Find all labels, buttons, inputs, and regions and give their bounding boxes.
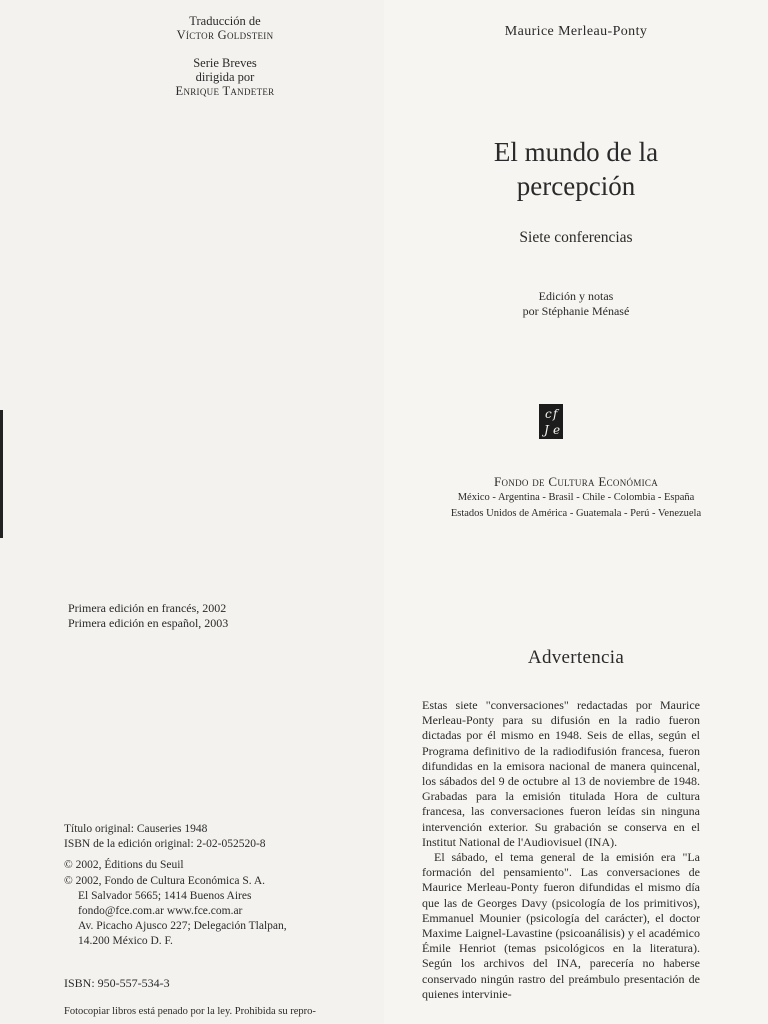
first-edition-spanish: Primera edición en español, 2003	[68, 616, 229, 630]
series-name: Serie Breves	[193, 56, 257, 70]
address-line: El Salvador 5665; 1414 Buenos Aires	[78, 889, 252, 902]
edition-history	[68, 601, 228, 631]
contact-line: fondo@fce.com.ar www.fce.com.ar	[78, 905, 243, 918]
original-title: Título original: Causeries 1948	[64, 823, 208, 835]
isbn: ISBN: 950-557-534-3	[64, 976, 170, 990]
right-page	[384, 0, 768, 1024]
copyright-fce: © 2002, Fondo de Cultura Económica S. A.	[64, 874, 266, 887]
logo-letter: f	[553, 407, 558, 421]
translation-credits	[110, 14, 340, 98]
logo-letter: e	[553, 423, 561, 437]
edition-credits	[384, 289, 768, 319]
section-body	[422, 698, 700, 1002]
logo-letter: c	[545, 407, 552, 421]
copyright-seuil: © 2002, Éditions du Seuil	[64, 859, 184, 872]
publisher-countries	[384, 490, 768, 522]
translator-name: Víctor Goldstein	[176, 28, 274, 42]
directed-by-label: dirigida por	[195, 70, 255, 84]
logo-letter: J	[544, 423, 549, 437]
page-edge-mark	[0, 410, 3, 538]
title-line: El mundo de la	[493, 137, 659, 167]
paragraph: El sábado, el tema general de la emisión era "La formación del pensamiento". Las conversaciones de Maurice Merleau-Ponty fueron difundidas el mismo día que las de Georges Davy (psicología de los primitivos), Emmanuel Mounier (psicología del carácter), el doctor Maxime Laignel-Lavastine (psicoanálisis) y el académico Émile Henriot (temas psicológicos en la literatura). Según los archivos del INA, parecería no haberse conservado ningún rastro del preámbulo presentación de quienes intervinie-	[422, 850, 700, 1001]
copyright-block	[64, 822, 287, 950]
countries-line: México - Argentina - Brasil - Chile - Colombia - España	[457, 492, 695, 503]
first-edition-french: Primera edición en francés, 2002	[68, 601, 227, 615]
author-name: Maurice Merleau-Ponty	[504, 24, 648, 39]
edition-notes-label: Edición y notas	[538, 289, 614, 303]
editor-name: por Stéphanie Ménasé	[522, 304, 630, 318]
paragraph: Estas siete "conversaciones" redactadas por Maurice Merleau-Ponty para su difusión en la radio fueron dictadas por él mismo en 1948. Seis de ellas, según el Programa definitivo de la radiodifusión francesa, fueron difundidas en la emisora nacional de manera quincenal, los sábados del 9 de octubre al 13 de noviembre de 1948. Grabadas para la emisión titulada Hora de cultura francesa, las conversaciones fueron leídas sin ninguna intervención exterior. Su grabación se conserva en el Institut National de l'Audiovisuel (INA).	[422, 698, 700, 849]
legal-notice: Fotocopiar libros está penado por la ley. Prohibida su repro-	[64, 1006, 316, 1017]
publisher-logo-icon	[539, 404, 563, 439]
address-line: Av. Picacho Ajusco 227; Delegación Tlalpan,	[78, 920, 287, 933]
translation-label: Traducción de	[189, 14, 261, 28]
title-line: percepción	[516, 171, 636, 201]
book-subtitle: Siete conferencias	[519, 229, 633, 246]
countries-line: Estados Unidos de América - Guatemala - Perú - Venezuela	[450, 508, 702, 519]
original-isbn: ISBN de la edición original: 2-02-052520-8	[64, 838, 266, 851]
publisher-name: Fondo de Cultura Económica	[493, 474, 659, 489]
series-director: Enrique Tandeter	[175, 84, 275, 98]
address-line: 14.200 México D. F.	[78, 935, 173, 948]
book-title	[384, 135, 768, 203]
section-title: Advertencia	[527, 647, 625, 668]
